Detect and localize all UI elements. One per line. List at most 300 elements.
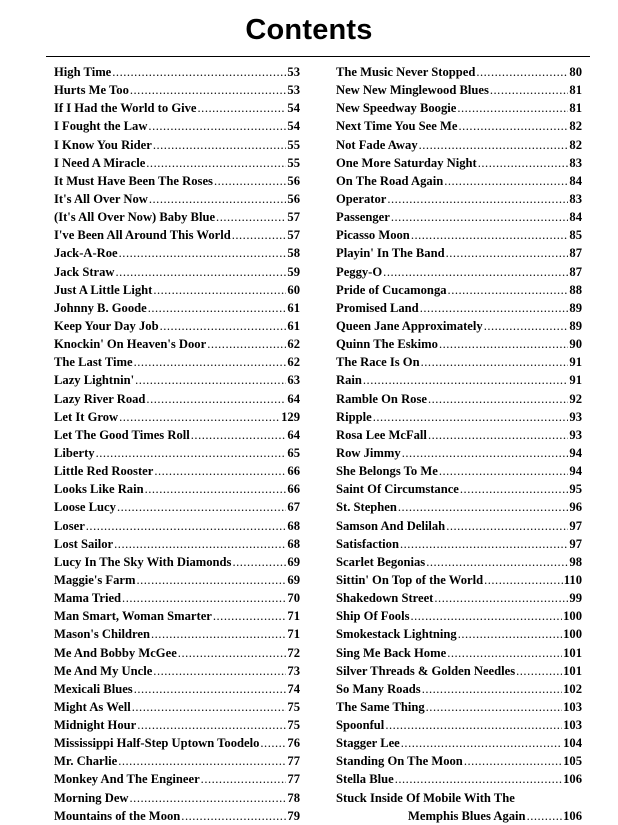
toc-entry-page: 64 (287, 427, 300, 442)
toc-entry (336, 807, 582, 825)
toc-dot-leader (213, 607, 287, 625)
toc-entry-page: 69 (287, 572, 300, 587)
toc-dot-leader (260, 734, 286, 752)
toc-entry-page: 92 (569, 391, 582, 406)
toc-entry (54, 535, 300, 553)
title-underline (46, 56, 590, 57)
toc-entry-page: 85 (569, 228, 582, 243)
toc-entry-page: 60 (287, 282, 300, 297)
toc-entry (54, 154, 300, 172)
toc-entry-page: 100 (563, 609, 582, 624)
toc-dot-leader (419, 136, 569, 154)
toc-entry-title: Scarlet Begonias (336, 554, 426, 569)
toc-dot-leader (527, 807, 563, 825)
toc-entry (336, 426, 582, 444)
toc-entry (54, 498, 300, 516)
toc-entry-title: Sittin' On Top of the World (336, 572, 484, 587)
toc-entry (336, 625, 582, 643)
toc-entry-page: 62 (287, 355, 300, 370)
toc-dot-leader (232, 553, 286, 571)
toc-entry (336, 281, 582, 299)
toc-entry (54, 426, 300, 444)
toc-entry (54, 117, 300, 135)
toc-entry-page: 91 (569, 355, 582, 370)
toc-entry-title: Stagger Lee (336, 736, 400, 751)
toc-entry (54, 553, 300, 571)
toc-entry-title: Loose Lucy (54, 500, 116, 515)
toc-entry (54, 517, 300, 535)
toc-entry-page: 84 (569, 173, 582, 188)
toc-entry (54, 607, 300, 625)
toc-entry-page: 71 (287, 627, 300, 642)
toc-entry-title: Quinn The Eskimo (336, 337, 438, 352)
toc-entry (336, 154, 582, 172)
toc-entry-page: 71 (287, 609, 300, 624)
toc-entry-title: Samson And Delilah (336, 518, 446, 533)
toc-entry (54, 662, 300, 680)
toc-entry-page: 57 (287, 210, 300, 225)
toc-entry-page: 106 (563, 808, 582, 823)
toc-entry-page: 95 (569, 482, 582, 497)
toc-dot-leader (400, 535, 568, 553)
toc-entry-page: 90 (569, 337, 582, 352)
toc-entry (336, 752, 582, 770)
toc-entry-title: Saint Of Circumstance (336, 482, 459, 497)
toc-dot-leader (447, 644, 562, 662)
toc-entry-page: 102 (563, 681, 582, 696)
toc-entry (336, 244, 582, 262)
toc-entry-page: 100 (563, 627, 582, 642)
toc-entry-page: 101 (563, 645, 582, 660)
toc-entry (336, 299, 582, 317)
toc-dot-leader (391, 208, 569, 226)
toc-entry-title: It Must Have Been The Roses (54, 173, 213, 188)
toc-entry (336, 571, 582, 589)
toc-entry (336, 789, 582, 807)
toc-entry-page: 63 (287, 373, 300, 388)
toc-entry (54, 335, 300, 353)
toc-entry-title: Lazy River Road (54, 391, 146, 406)
toc-entry-page: 82 (569, 119, 582, 134)
toc-dot-leader (214, 172, 286, 190)
contents-column-right (336, 63, 582, 825)
toc-entry-page: 53 (287, 65, 300, 79)
toc-entry-page: 69 (287, 554, 300, 569)
toc-dot-leader (410, 607, 562, 625)
toc-entry (54, 281, 300, 299)
toc-entry (336, 317, 582, 335)
toc-entry-page: 55 (287, 155, 300, 170)
toc-entry-title: Mama Tried (54, 591, 122, 606)
toc-entry (336, 480, 582, 498)
toc-entry-title: Ripple (336, 409, 372, 424)
toc-dot-leader (114, 535, 286, 553)
toc-entry-page: 97 (569, 518, 582, 533)
toc-entry-title: Silver Threads & Golden Needles (336, 663, 516, 678)
toc-entry (336, 335, 582, 353)
toc-dot-leader (387, 190, 568, 208)
toc-entry-page: 89 (569, 318, 582, 333)
toc-entry-page: 110 (563, 572, 582, 587)
toc-entry-title: Pride of Cucamonga (336, 282, 447, 297)
toc-entry-page: 88 (569, 282, 582, 297)
toc-entry-title: Lost Sailor (54, 536, 114, 551)
toc-entry (336, 770, 582, 788)
toc-entry (54, 317, 300, 335)
toc-entry (336, 117, 582, 135)
toc-dot-leader (119, 408, 280, 426)
toc-entry (54, 807, 300, 825)
toc-entry-title: Morning Dew (54, 790, 129, 805)
toc-entry-title: Mexicali Blues (54, 681, 133, 696)
toc-entry-page: 81 (569, 83, 582, 98)
toc-dot-leader (148, 299, 287, 317)
toc-dot-leader (86, 517, 287, 535)
toc-entry (54, 190, 300, 208)
toc-dot-leader (484, 571, 563, 589)
toc-entry-page: 94 (569, 445, 582, 460)
toc-entry (336, 136, 582, 154)
toc-entry-title: Stuck Inside Of Mobile With The (336, 790, 515, 805)
toc-entry-page: 65 (287, 445, 300, 460)
toc-entry (336, 680, 582, 698)
toc-entry-title: Not Fade Away (336, 137, 418, 152)
toc-entry-page: 98 (569, 554, 582, 569)
toc-entry-page: 97 (569, 536, 582, 551)
toc-entry-title: Mr. Charlie (54, 754, 118, 769)
toc-dot-leader (96, 444, 287, 462)
toc-entry (54, 136, 300, 154)
toc-entry-page: 75 (287, 699, 300, 714)
toc-entry-title: Mountains of the Moon (54, 808, 181, 823)
toc-entry (54, 81, 300, 99)
toc-entry (336, 498, 582, 516)
toc-entry (336, 353, 582, 371)
toc-dot-leader (122, 589, 286, 607)
toc-entry (336, 462, 582, 480)
toc-entry-title: Lazy Lightnin' (54, 373, 135, 388)
toc-entry-page: 106 (563, 772, 582, 787)
toc-dot-leader (516, 662, 562, 680)
toc-dot-leader (398, 498, 569, 516)
toc-dot-leader (428, 426, 568, 444)
toc-dot-leader (116, 263, 287, 281)
toc-entry-page: 87 (569, 246, 582, 261)
toc-entry-title: So Many Roads (336, 681, 421, 696)
toc-entry (54, 480, 300, 498)
toc-dot-leader (136, 571, 286, 589)
toc-entry (54, 644, 300, 662)
toc-entry-title: Promised Land (336, 300, 419, 315)
toc-dot-leader (422, 680, 562, 698)
toc-dot-leader (363, 371, 569, 389)
toc-entry-title: Little Red Rooster (54, 464, 154, 479)
toc-entry-title: Me And Bobby McGee (54, 645, 177, 660)
toc-entry (54, 444, 300, 462)
toc-entry-page: 53 (287, 83, 300, 98)
toc-entry-title: Mississippi Half-Step Uptown Toodelo (54, 736, 260, 751)
toc-entry-title: Next Time You See Me (336, 119, 458, 134)
toc-entry-page: 62 (287, 337, 300, 352)
toc-entry-page: 80 (569, 65, 582, 79)
toc-entry (54, 716, 300, 734)
toc-dot-leader (134, 353, 287, 371)
toc-entry-title: Stella Blue (336, 772, 394, 787)
toc-entry-page: 103 (563, 699, 582, 714)
toc-dot-leader (411, 226, 569, 244)
toc-dot-leader (448, 281, 569, 299)
toc-entry-page: 57 (287, 228, 300, 243)
toc-dot-leader (478, 154, 569, 172)
toc-dot-leader (428, 390, 568, 408)
toc-dot-leader (201, 770, 287, 788)
toc-entry-page: 87 (569, 264, 582, 279)
toc-dot-leader (151, 625, 286, 643)
toc-dot-leader (464, 752, 562, 770)
toc-entry (54, 752, 300, 770)
toc-entry-title: Keep Your Day Job (54, 318, 159, 333)
toc-entry (336, 734, 582, 752)
toc-entry-title: Mason's Children (54, 627, 150, 642)
toc-entry (54, 172, 300, 190)
toc-dot-leader (434, 589, 568, 607)
toc-dot-leader (149, 190, 287, 208)
toc-dot-leader (457, 99, 568, 117)
toc-entry (336, 698, 582, 716)
toc-entry-title: High Time (54, 65, 112, 79)
toc-entry-title: Rosa Lee McFall (336, 427, 427, 442)
toc-entry (336, 517, 582, 535)
toc-entry-title: Knockin' On Heaven's Door (54, 337, 207, 352)
toc-entry-title: Johnny B. Goode (54, 300, 147, 315)
toc-entry (54, 571, 300, 589)
toc-entry-title: Let It Grow (54, 409, 119, 424)
toc-entry (336, 99, 582, 117)
toc-entry (54, 734, 300, 752)
toc-entry-title: Might As Well (54, 699, 131, 714)
toc-dot-leader (135, 371, 286, 389)
toc-entry-title: Just A Little Light (54, 282, 153, 297)
toc-entry-title: Satisfaction (336, 536, 399, 551)
toc-entry (54, 589, 300, 607)
toc-dot-leader (439, 335, 568, 353)
toc-entry (54, 244, 300, 262)
toc-entry-title: The Music Never Stopped (336, 65, 476, 79)
toc-entry (336, 553, 582, 571)
toc-entry (54, 462, 300, 480)
toc-entry-page: 68 (287, 536, 300, 551)
toc-entry-page: 84 (569, 210, 582, 225)
toc-entry-page: 75 (287, 718, 300, 733)
toc-dot-leader (154, 462, 286, 480)
toc-dot-leader (146, 390, 286, 408)
toc-entry-title: I Fought the Law (54, 119, 148, 134)
toc-entry (54, 299, 300, 317)
toc-entry-page: 94 (569, 464, 582, 479)
toc-entry-page: 79 (287, 808, 300, 823)
toc-dot-leader (458, 117, 568, 135)
toc-dot-leader (446, 517, 568, 535)
toc-entry (54, 371, 300, 389)
toc-dot-leader (373, 408, 569, 426)
toc-dot-leader (439, 462, 569, 480)
toc-dot-leader (232, 226, 287, 244)
toc-dot-leader (476, 63, 568, 81)
toc-entry-title: Midnight Hour (54, 718, 137, 733)
toc-entry-title: New New Minglewood Blues (336, 83, 489, 98)
toc-entry-title: St. Stephen (336, 500, 397, 515)
toc-entry (336, 63, 582, 81)
toc-dot-leader (216, 208, 286, 226)
toc-entry-page: 73 (287, 663, 300, 678)
toc-dot-leader (490, 81, 569, 99)
toc-entry-page: 74 (287, 681, 300, 696)
toc-entry-title: Maggie's Farm (54, 572, 136, 587)
toc-entry-page: 55 (287, 137, 300, 152)
toc-entry-title: She Belongs To Me (336, 464, 438, 479)
toc-dot-leader (146, 154, 286, 172)
toc-entry (54, 625, 300, 643)
toc-entry-title: Ship Of Fools (336, 609, 410, 624)
toc-dot-leader (198, 99, 287, 117)
toc-entry-page: 78 (287, 790, 300, 805)
toc-entry-page: 59 (287, 264, 300, 279)
toc-entry-page: 104 (563, 736, 582, 751)
toc-entry-page: 82 (569, 137, 582, 152)
toc-entry-title: Shakedown Street (336, 591, 434, 606)
toc-entry-page: 77 (287, 772, 300, 787)
toc-entry-page: 61 (287, 318, 300, 333)
toc-entry-title: Rain (336, 373, 362, 388)
toc-entry-page: 89 (569, 300, 582, 315)
toc-entry (336, 263, 582, 281)
toc-dot-leader (426, 698, 562, 716)
toc-entry (336, 589, 582, 607)
toc-entry-page: 66 (287, 482, 300, 497)
toc-entry (336, 662, 582, 680)
toc-dot-leader (130, 789, 287, 807)
toc-dot-leader (446, 244, 569, 262)
toc-entry-title: Monkey And The Engineer (54, 772, 200, 787)
toc-entry-title: Lucy In The Sky With Diamonds (54, 554, 232, 569)
toc-entry (54, 789, 300, 807)
toc-entry (54, 226, 300, 244)
toc-entry-title: It's All Over Now (54, 191, 148, 206)
toc-entry-title: Let The Good Times Roll (54, 427, 190, 442)
toc-entry-page: 129 (281, 409, 300, 424)
page-title: Contents (245, 14, 373, 46)
toc-entry-page: 105 (563, 754, 582, 769)
toc-dot-leader (160, 317, 287, 335)
toc-entry-page: 76 (287, 736, 300, 751)
toc-entry-page: 101 (563, 663, 582, 678)
toc-entry-page: 93 (569, 409, 582, 424)
toc-entry-page: 103 (563, 718, 582, 733)
toc-dot-leader (148, 117, 286, 135)
toc-entry (336, 390, 582, 408)
toc-entry-page: 54 (287, 119, 300, 134)
toc-entry-page: 83 (569, 155, 582, 170)
toc-entry (336, 208, 582, 226)
toc-entry-title: Memphis Blues Again (408, 808, 526, 823)
toc-dot-leader (153, 136, 287, 154)
toc-entry (336, 81, 582, 99)
toc-entry-title: New Speedway Boogie (336, 101, 457, 116)
toc-entry (336, 716, 582, 734)
toc-entry-page: 72 (287, 645, 300, 660)
toc-dot-leader (460, 480, 569, 498)
toc-entry-page: 56 (287, 191, 300, 206)
toc-entry (54, 263, 300, 281)
toc-entry-title: Hurts Me Too (54, 83, 129, 98)
toc-dot-leader (112, 63, 286, 81)
toc-entry-title: Playin' In The Band (336, 246, 445, 261)
toc-entry-page: 99 (569, 591, 582, 606)
toc-entry-page: 68 (287, 518, 300, 533)
toc-entry-title: Peggy-O (336, 264, 383, 279)
toc-entry-page: 58 (287, 246, 300, 261)
toc-dot-leader (444, 172, 568, 190)
toc-entry-title: Passenger (336, 210, 390, 225)
toc-entry-page: 54 (287, 101, 300, 116)
toc-entry (336, 172, 582, 190)
toc-dot-leader (178, 644, 287, 662)
toc-entry-title: Liberty (54, 445, 95, 460)
toc-entry (336, 607, 582, 625)
toc-entry (54, 698, 300, 716)
toc-entry-page: 83 (569, 191, 582, 206)
toc-entry-title: (It's All Over Now) Baby Blue (54, 210, 216, 225)
toc-entry (54, 390, 300, 408)
toc-entry-title: Looks Like Rain (54, 482, 144, 497)
toc-dot-leader (191, 426, 287, 444)
toc-dot-leader (421, 353, 569, 371)
toc-dot-leader (395, 770, 562, 788)
toc-dot-leader (385, 716, 562, 734)
toc-entry-title: Me And My Uncle (54, 663, 153, 678)
toc-dot-leader (207, 335, 286, 353)
toc-entry-page: 66 (287, 464, 300, 479)
toc-entry-title: I Know You Rider (54, 137, 152, 152)
toc-dot-leader (484, 317, 569, 335)
toc-dot-leader (426, 553, 568, 571)
toc-dot-leader (134, 680, 287, 698)
toc-entry-title: Queen Jane Approximately (336, 318, 483, 333)
toc-entry-title: I've Been All Around This World (54, 228, 231, 243)
toc-entry (336, 371, 582, 389)
toc-entry-title: Man Smart, Woman Smarter (54, 609, 212, 624)
toc-entry (54, 408, 300, 426)
toc-dot-leader (137, 716, 286, 734)
toc-entry-title: Jack Straw (54, 264, 115, 279)
toc-entry-page: 70 (287, 591, 300, 606)
toc-dot-leader (145, 480, 287, 498)
toc-dot-leader (181, 807, 286, 825)
toc-entry-title: Loser (54, 518, 85, 533)
toc-entry-title: Smokestack Lightning (336, 627, 457, 642)
toc-entry-title: On The Road Again (336, 173, 444, 188)
toc-dot-leader (117, 498, 286, 516)
toc-entry (336, 408, 582, 426)
toc-entry-title: The Same Thing (336, 699, 425, 714)
toc-entry (336, 535, 582, 553)
toc-dot-leader (153, 281, 286, 299)
toc-entry-title: Sing Me Back Home (336, 645, 447, 660)
toc-entry-page: 67 (287, 500, 300, 515)
toc-entry-title: Ramble On Rose (336, 391, 427, 406)
contents-column-left (54, 63, 300, 825)
toc-dot-leader (119, 244, 287, 262)
